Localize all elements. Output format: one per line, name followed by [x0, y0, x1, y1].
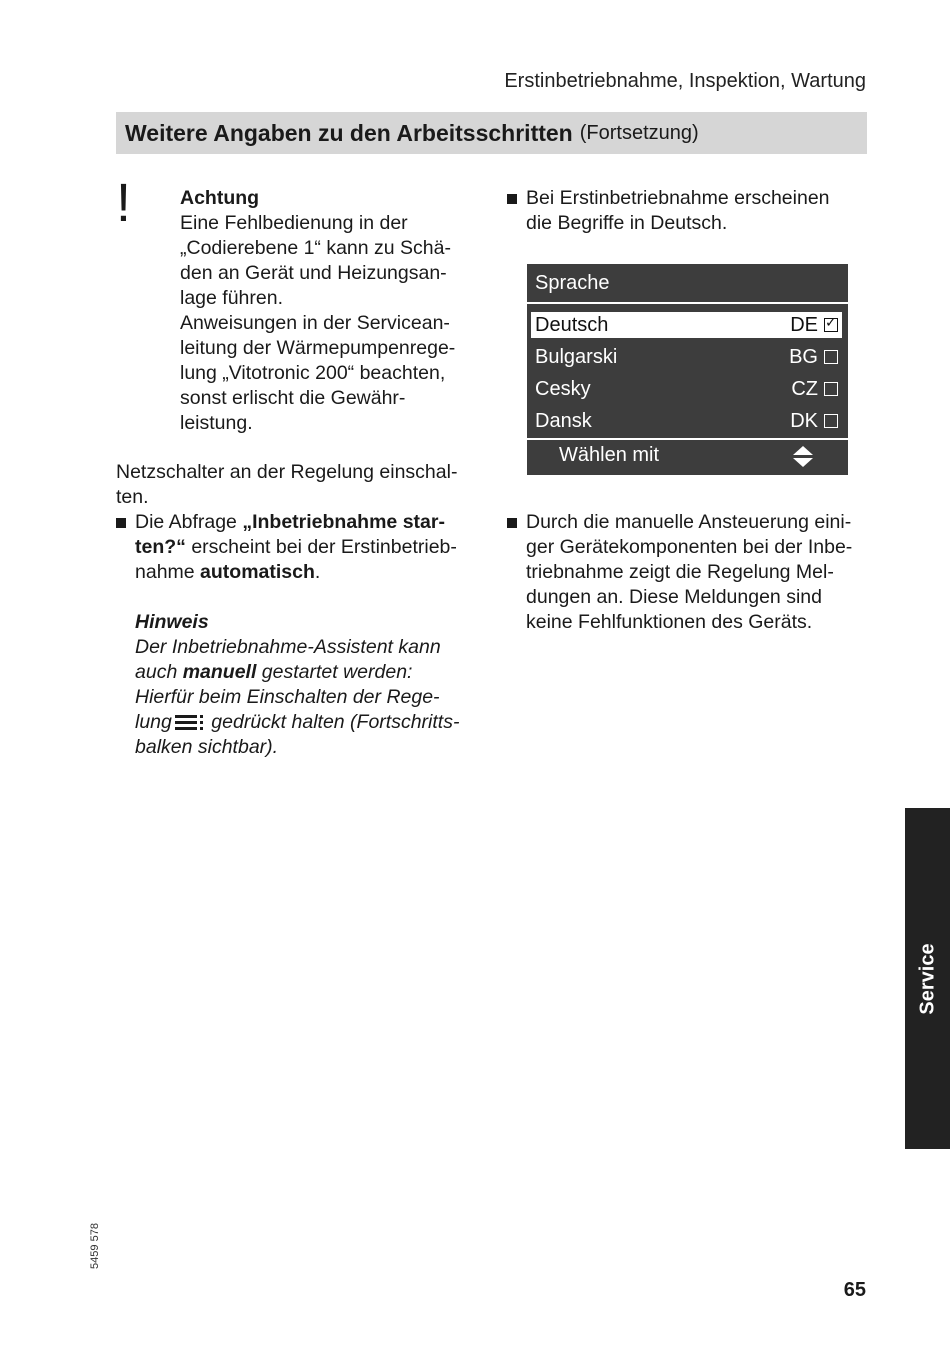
bullet-line [135, 510, 481, 535]
warning-line: leitung der Wärmepumpenrege- [180, 337, 456, 359]
language-code-group [791, 378, 838, 401]
bullet-line [135, 535, 481, 560]
section-tab-service [905, 808, 950, 1149]
checkbox-icon[interactable] [824, 382, 838, 396]
hint-line [135, 710, 483, 735]
language-name: Cesky [535, 377, 591, 400]
language-bullet [507, 186, 867, 236]
emphasis: ten?“ [135, 536, 186, 558]
document-number: 5459 578 [88, 1223, 101, 1269]
bullet-line: die Begriffe in Deutsch. [526, 212, 728, 234]
checkbox-icon[interactable] [824, 414, 838, 428]
checkbox-icon[interactable] [824, 350, 838, 364]
bullet-line: Durch die manuelle Ansteuerung eini- [526, 511, 852, 533]
screen-title: Sprache [535, 272, 610, 294]
hint-title: Hinweis [135, 611, 209, 633]
text: . [314, 561, 321, 583]
bullet-line: dungen an. Diese Meldungen sind [526, 586, 822, 608]
language-code: DE [790, 313, 818, 336]
checkbox-checked-icon[interactable] [824, 318, 838, 332]
emphasis: automatisch [200, 561, 315, 583]
language-code: CZ [791, 377, 818, 400]
warning-line: Eine Fehlbedienung in der [180, 212, 408, 234]
component-messages-bullet [507, 510, 867, 635]
warning-line: Anweisungen in der Servicean- [180, 312, 450, 334]
power-switch-paragraph [116, 460, 481, 510]
language-code: BG [789, 345, 818, 368]
text: Die Abfrage [135, 511, 243, 533]
language-name: Bulgarski [535, 345, 618, 368]
warning-title: Achtung [180, 187, 260, 209]
menu-icon [175, 714, 203, 730]
bullet-line: Bei Erstinbetriebnahme erscheinen [526, 187, 830, 209]
language-code: DK [790, 409, 818, 432]
text: lung [135, 711, 172, 733]
warning-line: lung „Vitotronic 200“ beachten, [180, 362, 446, 384]
hint-line [135, 660, 483, 685]
language-name: Deutsch [535, 313, 609, 336]
warning-line: sonst erlischt die Gewähr- [180, 387, 406, 409]
warning-icon: ! [116, 173, 132, 233]
text: gedrückt halten (Fortschritts- [205, 711, 460, 733]
screen-footer-label: Wählen mit [559, 444, 660, 466]
bullet-line: keine Fehlfunktionen des Geräts. [526, 611, 813, 633]
emphasis: „Inbetriebnahme star- [242, 511, 445, 533]
warning-line: leistung. [180, 412, 253, 434]
divider [527, 302, 848, 304]
warning-line: lage führen. [180, 287, 283, 309]
running-header: Erstinbetriebnahme, Inspektion, Wartung [504, 70, 866, 92]
language-option-dansk[interactable] [531, 408, 842, 434]
section-title: Weitere Angaben zu den Arbeitsschritten [125, 119, 573, 146]
warning-line: den an Gerät und Heizungsan- [180, 262, 447, 284]
bullet-line: ger Gerätekomponenten bei der Inbe- [526, 536, 853, 558]
hint-line: Der Inbetriebnahme-Assistent kann [135, 636, 441, 658]
hint-line: Hierfür beim Einschalten der Rege- [135, 686, 440, 708]
page-number: 65 [843, 1279, 866, 1301]
language-code-group [790, 410, 838, 433]
paragraph-line: ten. [116, 486, 149, 508]
text: gestartet werden: [256, 661, 413, 683]
text: auch [135, 661, 183, 683]
text: erscheint bei der Erstinbetrieb- [185, 536, 457, 558]
up-down-arrows-icon [793, 446, 813, 468]
hint-box [135, 610, 483, 760]
startup-query-bullet [116, 510, 481, 585]
warning-box [180, 186, 480, 436]
hint-line: balken sichtbar). [135, 736, 279, 758]
bullet-line [135, 560, 481, 585]
emphasis: manuell [182, 661, 257, 683]
section-title-suffix: (Fortsetzung) [579, 121, 699, 144]
text: nahme [135, 561, 201, 583]
language-display-screen [527, 264, 848, 475]
section-title-bar [116, 112, 867, 154]
language-option-deutsch[interactable] [531, 312, 842, 338]
language-option-bulgarski[interactable] [531, 344, 842, 370]
language-code-group [789, 346, 838, 369]
language-option-cesky[interactable] [531, 376, 842, 402]
paragraph-line: Netzschalter an der Regelung einschal- [116, 461, 458, 483]
language-name: Dansk [535, 409, 592, 432]
divider [527, 438, 848, 440]
bullet-line: triebnahme zeigt die Regelung Mel- [526, 561, 834, 583]
language-code-group [790, 314, 838, 337]
warning-line: „Codierebene 1“ kann zu Schä- [180, 237, 451, 259]
section-tab-label: Service [916, 942, 938, 1015]
